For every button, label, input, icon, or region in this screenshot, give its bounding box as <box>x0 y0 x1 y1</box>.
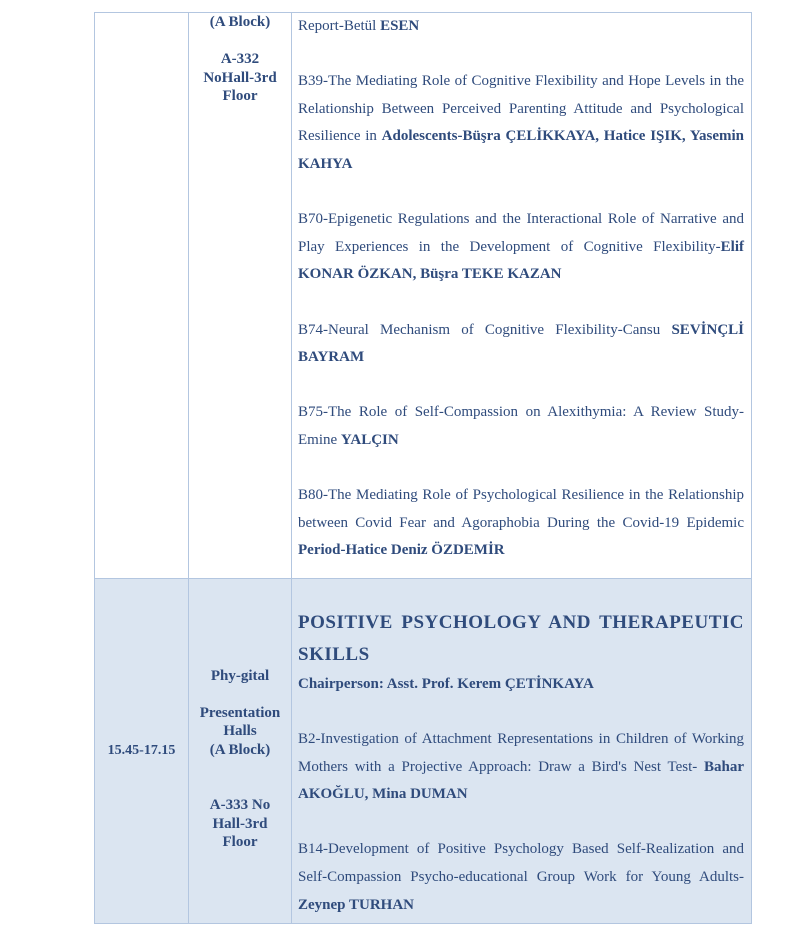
table-row <box>95 13 752 579</box>
location-line: A-332 <box>220 51 260 67</box>
location-line: (A Block) <box>209 741 271 758</box>
location-line: Halls <box>223 723 257 740</box>
presentation-entry: B80-The Mediating Role of Psychological Resilience in the Relationship between Covid Fear and Agoraphobia During the Covid-19 Epidemic Period-Hatice Deniz ÖZDEMİR <box>298 487 744 559</box>
time-cell <box>95 13 189 579</box>
location-line <box>189 778 291 797</box>
location-line: NoHall-3rd <box>203 69 277 86</box>
presentation-entry: B70-Epigenetic Regulations and the Interactional Role of Narrative and Play Experiences in the Development of Cognitive Flexibility-Elif KONAR ÖZKAN, Büşra TEKE KAZAN <box>298 211 744 283</box>
presentation-entry: B14-Development of Positive Psychology Based Self-Realization and Self-Compassion Psycho-educational Group Work for Young Adults- Zeynep TURHAN <box>298 841 744 913</box>
session-time: 15.45-17.15 <box>107 743 176 759</box>
location-line: A-333 No <box>209 797 271 814</box>
presentation-entry: Report-Betül ESEN <box>298 18 420 34</box>
location-cell <box>189 13 292 579</box>
presentation-entry: B74-Neural Mechanism of Cognitive Flexibility-Cansu SEVİNÇLİ BAYRAM <box>298 321 744 366</box>
chairperson: Chairperson: Asst. Prof. Kerem ÇETİNKAYA <box>298 675 594 692</box>
location-line <box>189 32 291 51</box>
presentation-entry: B2-Investigation of Attachment Representations in Children of Working Mothers with a Projective Approach: Draw a Bird's Nest Test- Bahar AKOĞLU, Mina DUMAN <box>298 731 744 803</box>
location-line: Phy-gital <box>210 667 270 684</box>
presentations-cell <box>292 13 752 579</box>
session-title: POSITIVE PSYCHOLOGY AND THERAPEUTIC SKILLS <box>298 611 744 665</box>
time-cell <box>95 578 189 923</box>
location-line: (A Block) <box>209 14 271 30</box>
location-line: Floor <box>222 88 258 104</box>
location-line <box>189 685 291 704</box>
location-line: Presentation <box>199 704 281 721</box>
presentations-cell <box>292 578 752 923</box>
location-line <box>189 759 291 778</box>
location-line: Hall-3rd <box>212 815 268 832</box>
presentation-entry: B39-The Mediating Role of Cognitive Flexibility and Hope Levels in the Relationship Between Perceived Parenting Attitude and Psychological Resilience in Adolescents-Büşra ÇELİKKAYA, Hatice IŞIK, Yasemin KAHYA <box>298 73 744 172</box>
location-cell <box>189 578 292 923</box>
program-table <box>94 12 752 924</box>
presentation-entry: B75-The Role of Self-Compassion on Alexithymia: A Review Study-Emine YALÇIN <box>298 404 744 448</box>
table-row <box>95 578 752 923</box>
location-line: Floor <box>222 834 258 851</box>
